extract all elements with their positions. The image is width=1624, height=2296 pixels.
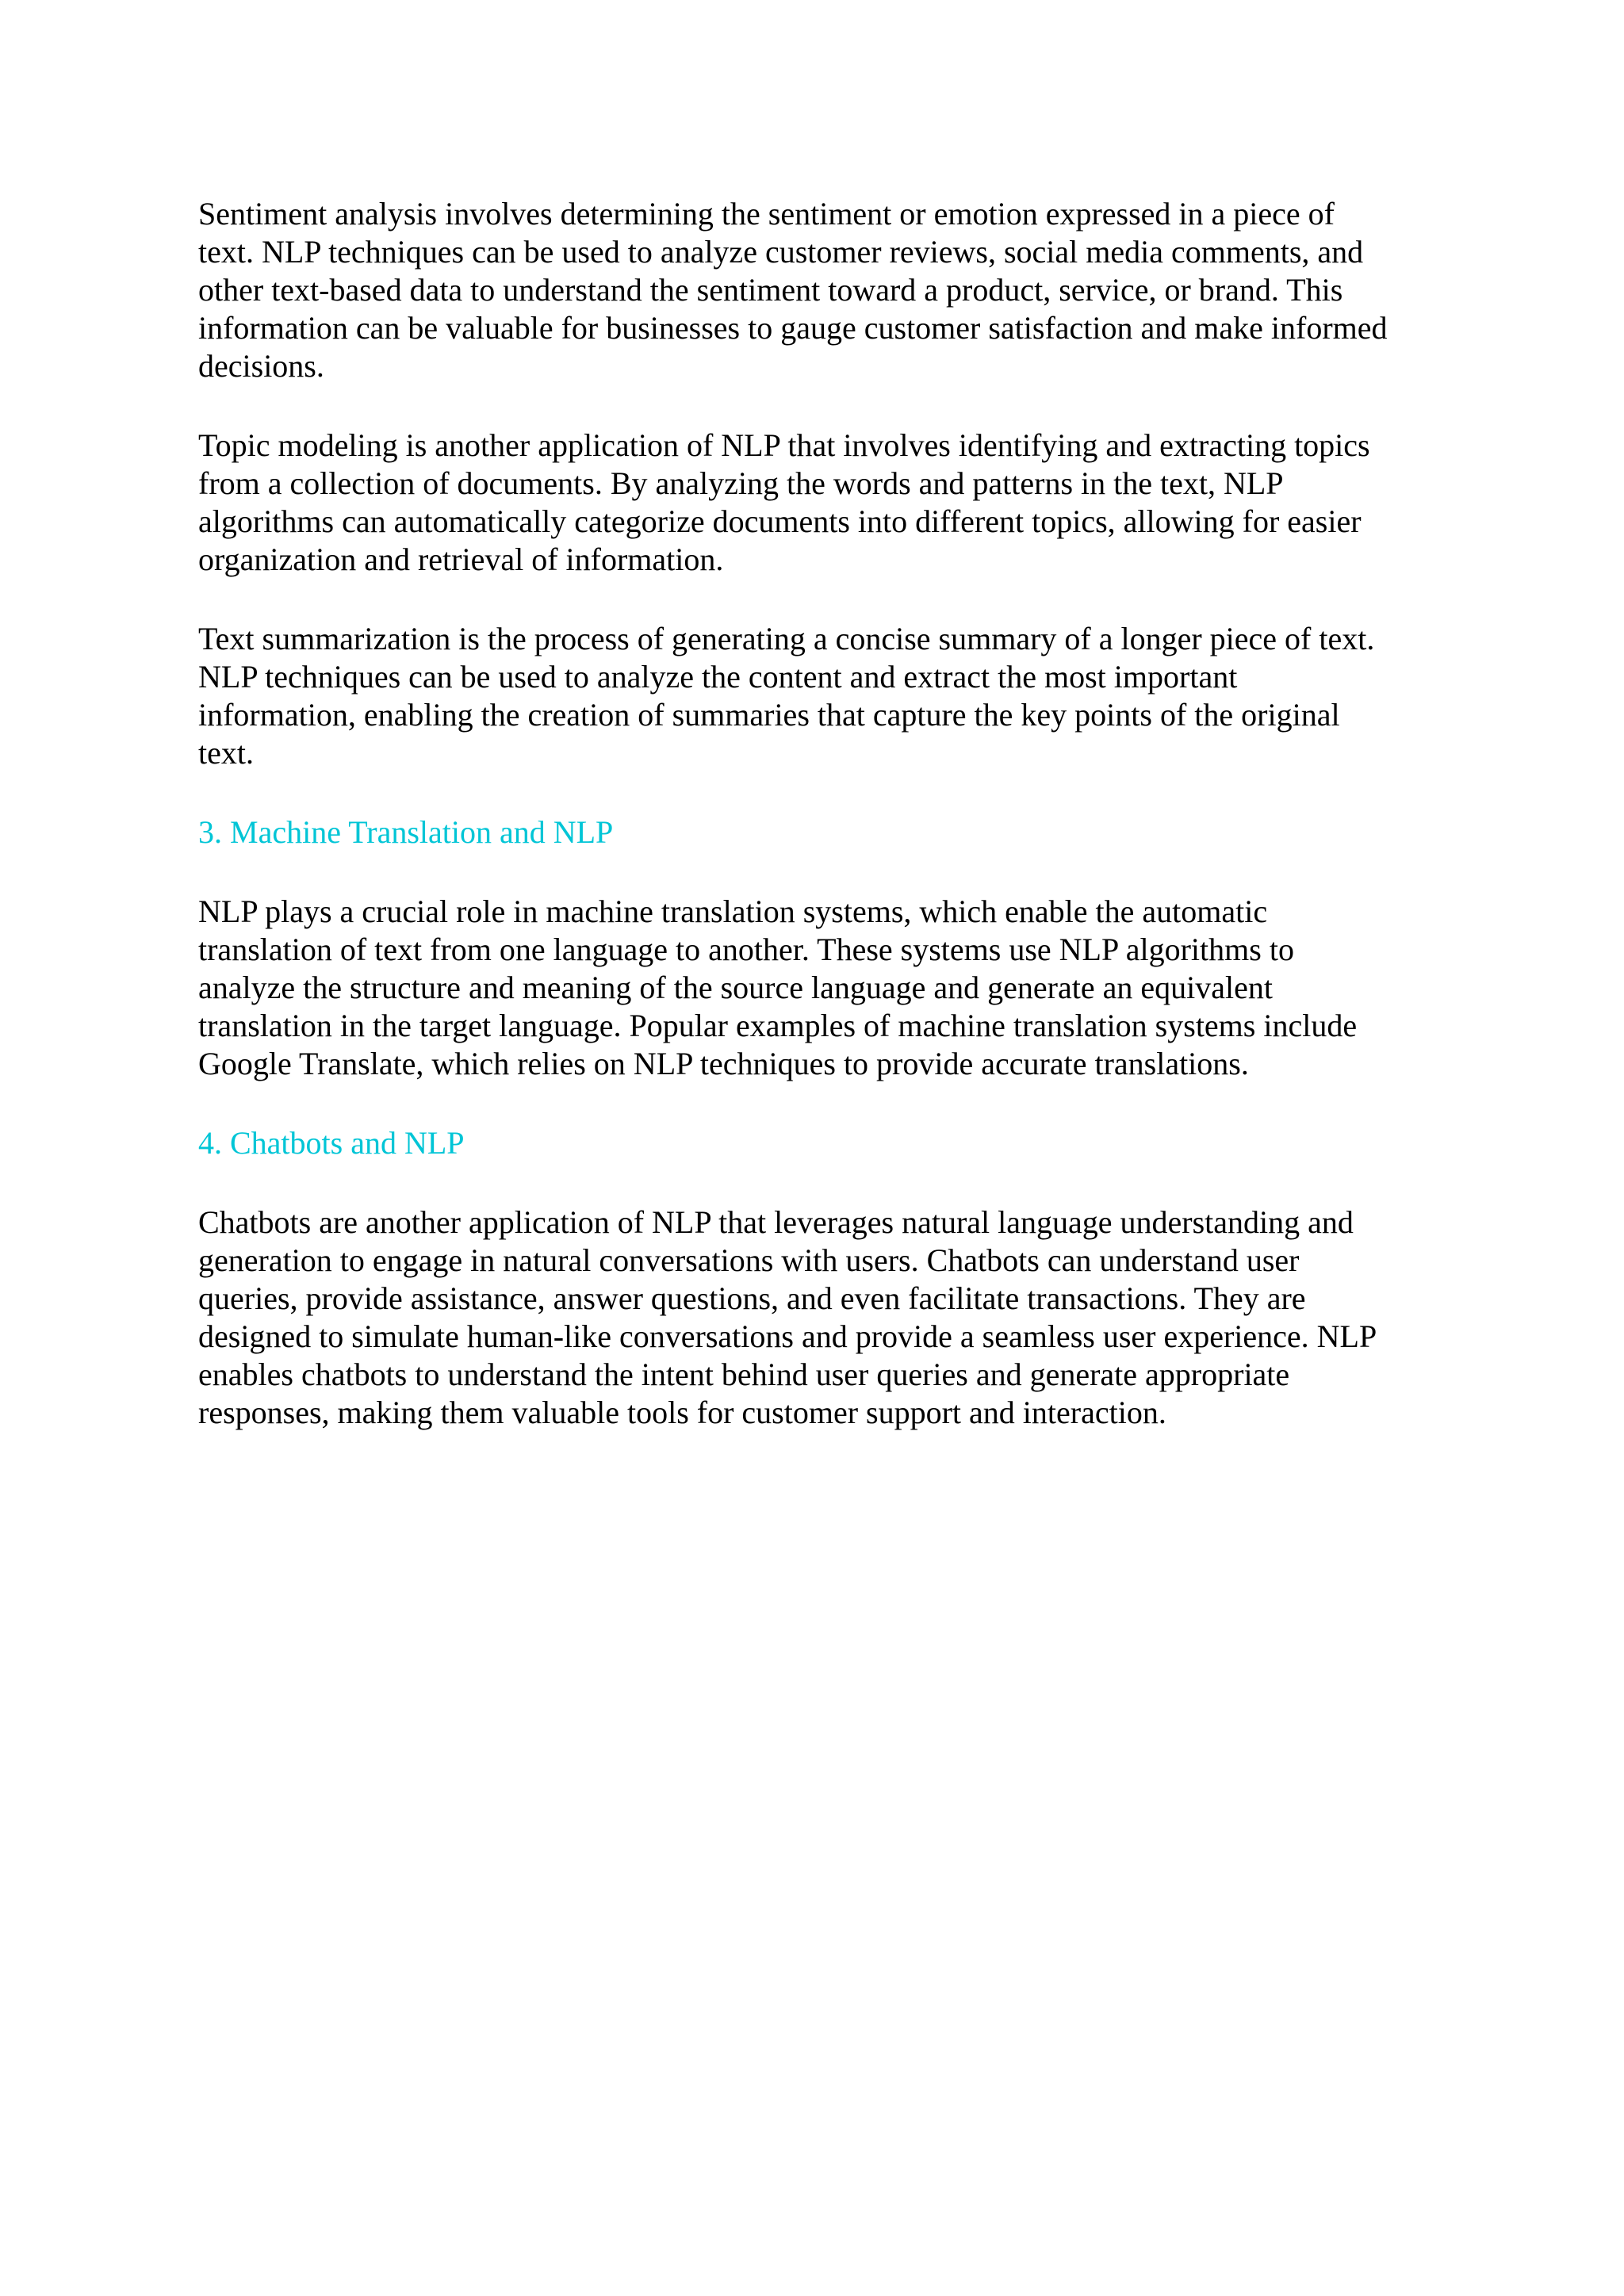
text-line: analyze the structure and meaning of the source language and generate an equivalent bbox=[198, 970, 1273, 1005]
text-line: other text-based data to understand the sentiment toward a product, service, or brand. This bbox=[198, 272, 1343, 308]
text-line: NLP plays a crucial role in machine translation systems, which enable the automatic bbox=[198, 894, 1268, 929]
text-line: Google Translate, which relies on NLP techniques to provide accurate translations. bbox=[198, 1046, 1249, 1081]
text-line: organization and retrieval of information. bbox=[198, 541, 724, 577]
paragraph-sentiment-analysis bbox=[198, 195, 1435, 385]
text-line: algorithms can automatically categorize documents into different topics, allowing for easier bbox=[198, 503, 1362, 539]
text-line: Text summarization is the process of generating a concise summary of a longer piece of text. bbox=[198, 621, 1375, 656]
text-line: generation to engage in natural conversations with users. Chatbots can understand user bbox=[198, 1242, 1300, 1278]
text-line: translation of text from one language to another. These systems use NLP algorithms to bbox=[198, 932, 1294, 967]
text-line: responses, making them valuable tools for customer support and interaction. bbox=[198, 1395, 1166, 1430]
section-heading-machine-translation: 3. Machine Translation and NLP bbox=[198, 814, 614, 850]
text-line: designed to simulate human-like conversations and provide a seamless user experience. NLP bbox=[198, 1318, 1377, 1354]
section-heading-chatbots: 4. Chatbots and NLP bbox=[198, 1125, 465, 1161]
text-line: Sentiment analysis involves determining the sentiment or emotion expressed in a piece of bbox=[198, 196, 1335, 232]
paragraph-text-summarization bbox=[198, 620, 1435, 772]
text-line: enables chatbots to understand the intent behind user queries and generate appropriate bbox=[198, 1357, 1290, 1392]
text-line: information can be valuable for businesses to gauge customer satisfaction and make informed bbox=[198, 310, 1388, 346]
text-line: NLP techniques can be used to analyze the content and extract the most important bbox=[198, 659, 1238, 695]
text-line: text. bbox=[198, 735, 254, 771]
text-line: decisions. bbox=[198, 348, 324, 384]
text-line: from a collection of documents. By analyzing the words and patterns in the text, NLP bbox=[198, 465, 1284, 501]
text-line: text. NLP techniques can be used to analyze customer reviews, social media comments, and bbox=[198, 234, 1364, 270]
text-line: translation in the target language. Popular examples of machine translation systems include bbox=[198, 1008, 1358, 1043]
text-line: queries, provide assistance, answer questions, and even facilitate transactions. They are bbox=[198, 1280, 1306, 1316]
text-line: Topic modeling is another application of NLP that involves identifying and extracting topics bbox=[198, 427, 1370, 463]
paragraph-chatbots bbox=[198, 1203, 1435, 1432]
text-line: Chatbots are another application of NLP that leverages natural language understanding and bbox=[198, 1204, 1354, 1240]
paragraph-machine-translation bbox=[198, 893, 1435, 1083]
text-line: information, enabling the creation of summaries that capture the key points of the original bbox=[198, 697, 1340, 733]
document-page bbox=[198, 195, 1435, 1473]
paragraph-topic-modeling bbox=[198, 427, 1435, 579]
